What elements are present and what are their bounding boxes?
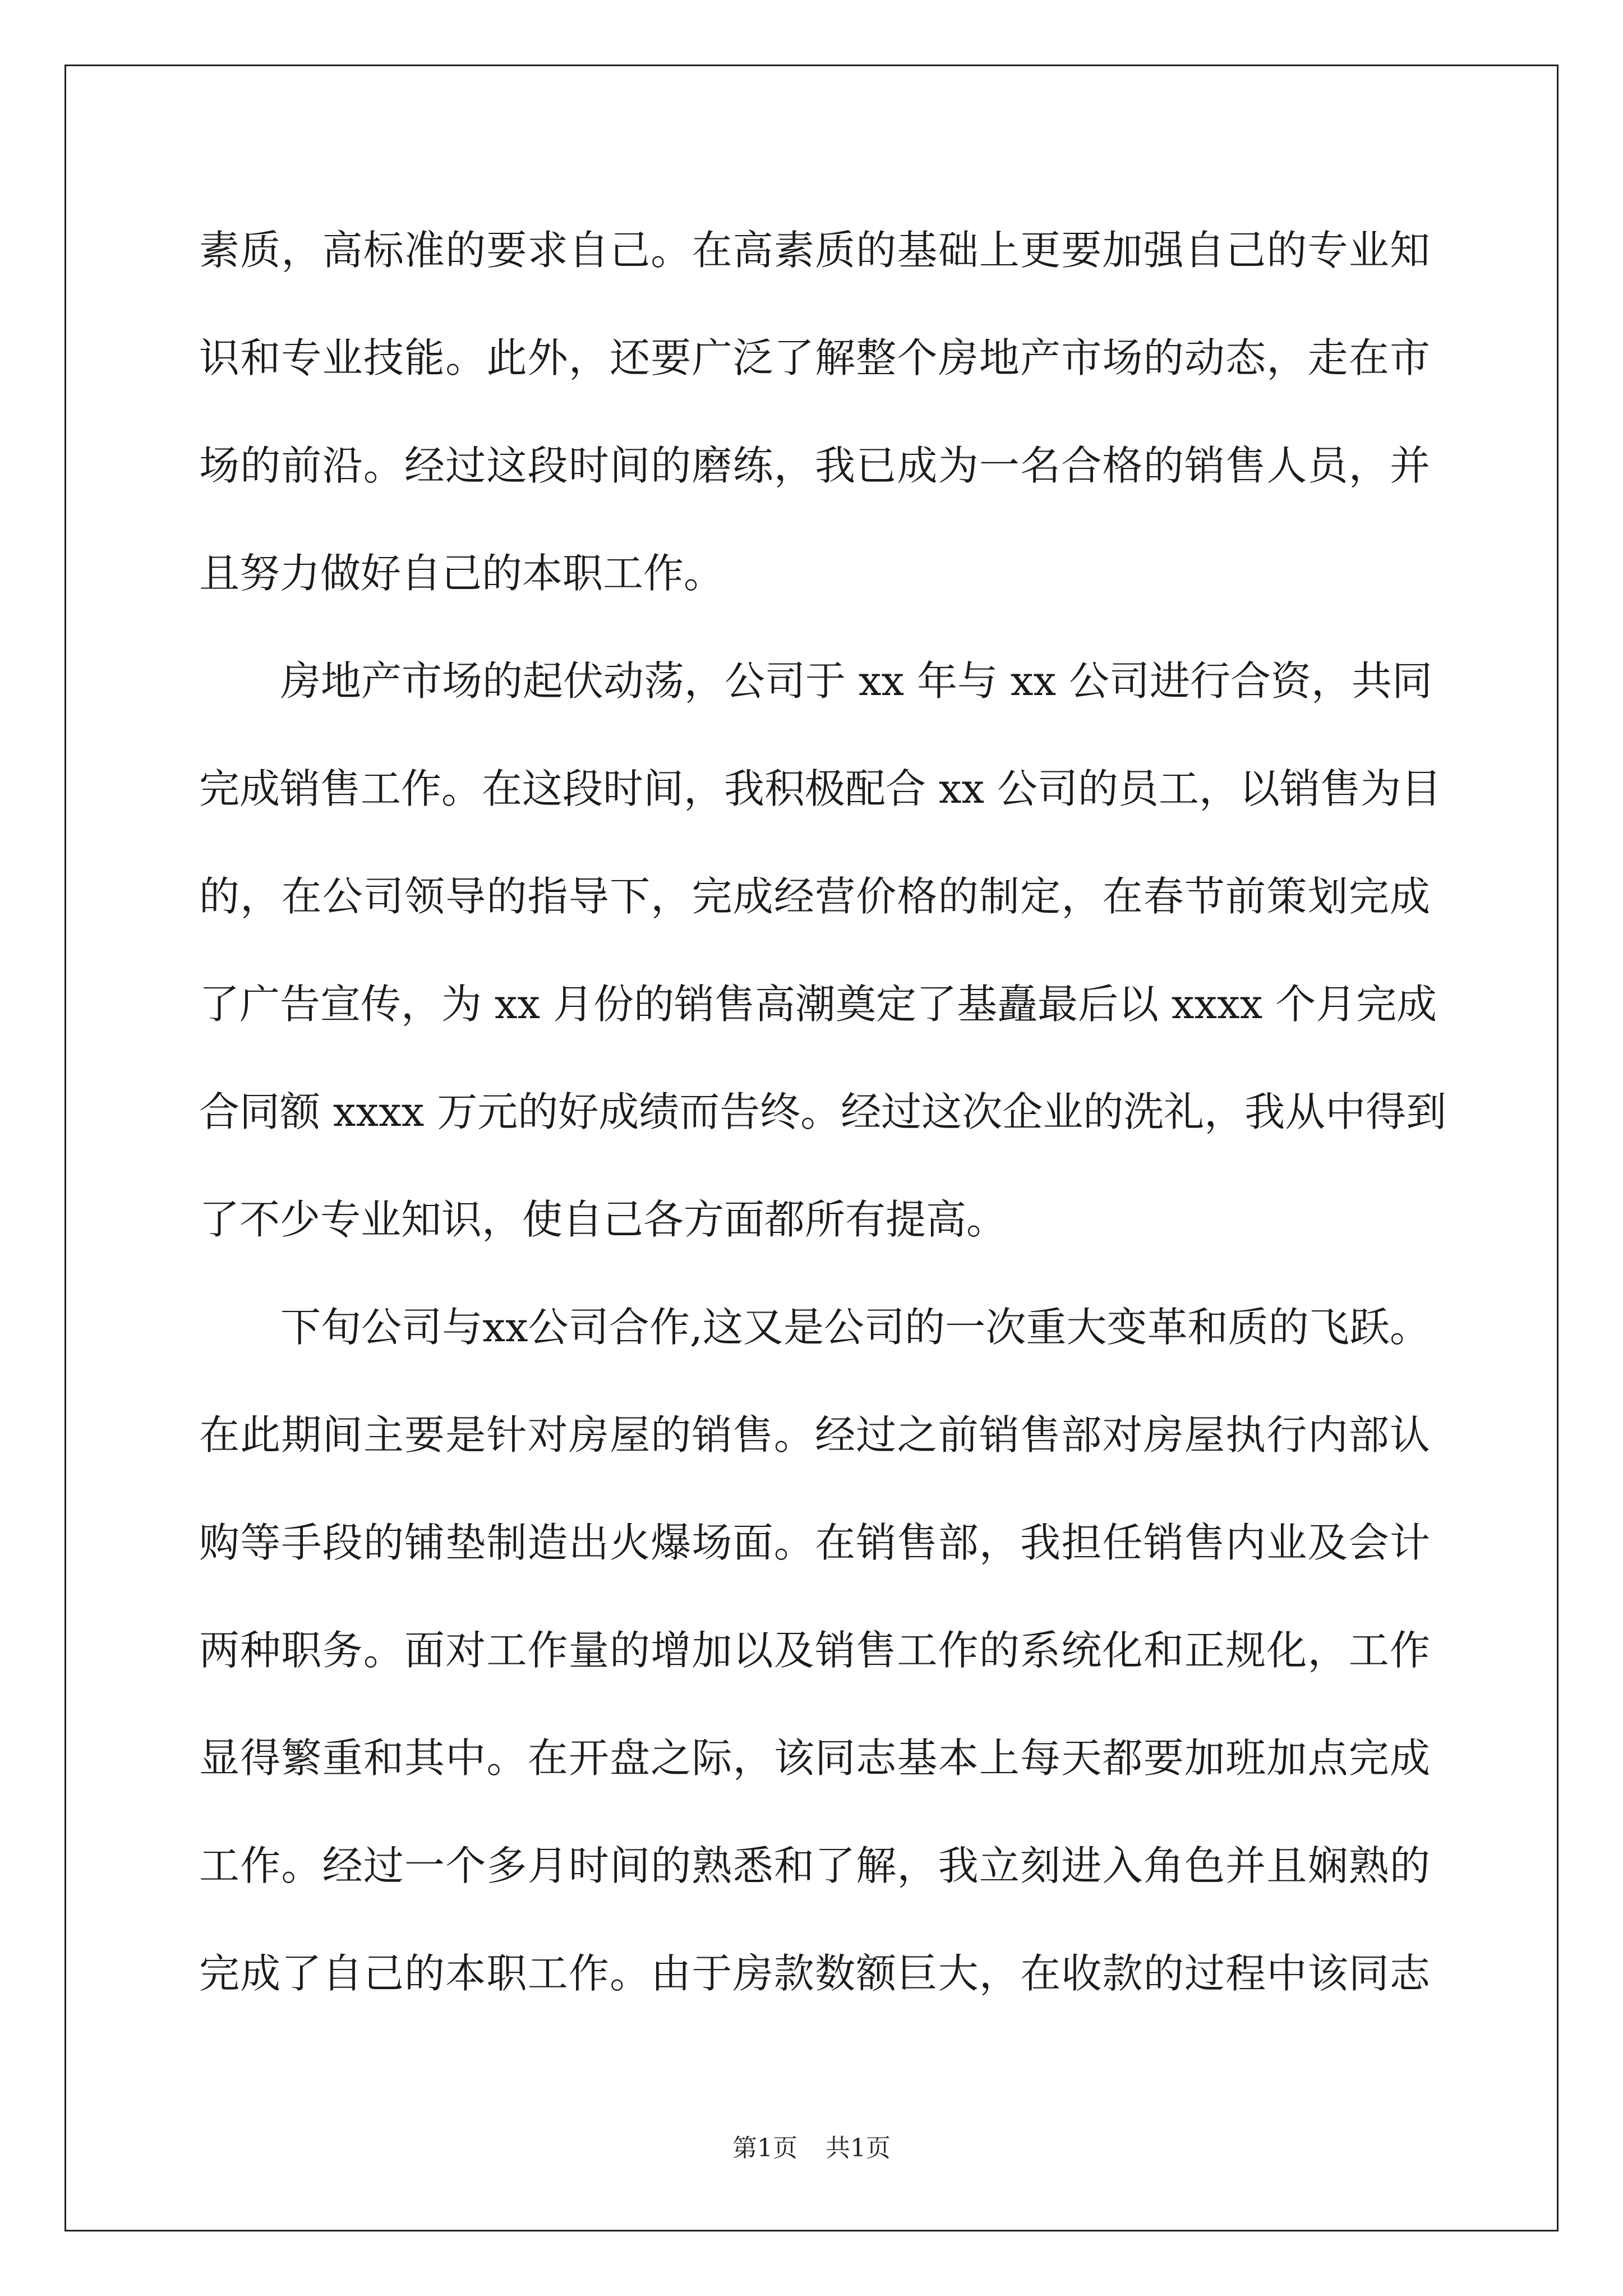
page-number-current: 第1页	[732, 2134, 797, 2162]
text-line: 在此期间主要是针对房屋的销售。经过之前销售部对房屋执行内部认	[199, 1411, 1430, 1458]
text-line: 素质，高标准的要求自己。在高素质的基础上更要加强自己的专业知	[199, 227, 1430, 274]
text-line: 下旬公司与xx公司合作,这又是公司的一次重大变革和质的飞跃。	[280, 1304, 1430, 1351]
paragraph-3	[199, 1273, 1430, 2027]
text-line: 了不少专业知识，使自己各方面都所有提高。	[199, 1196, 1007, 1243]
text-line: 工作。经过一个多月时间的熟悉和了解，我立刻进入角色并且娴熟的	[199, 1842, 1430, 1889]
text-line: 显得繁重和其中。在开盘之际，该同志基本上每天都要加班加点完成	[199, 1734, 1430, 1782]
page-footer	[0, 2132, 1623, 2165]
text-line: 且努力做好自己的本职工作。	[199, 550, 725, 597]
page-number-total: 共1页	[826, 2134, 891, 2162]
text-line: 合同额 xxxx 万元的好成绩而告终。经过这次企业的洗礼，我从中得到	[199, 1088, 1447, 1135]
text-line: 房地产市场的起伏动荡，公司于 xx 年与 xx 公司进行合资，共同	[280, 657, 1432, 705]
text-line: 了广告宣传，为 xx 月份的销售高潮奠定了基矗最后以 xxxx 个月完成	[199, 981, 1437, 1028]
text-line: 完成销售工作。在这段时间，我积极配合 xx 公司的员工，以销售为目	[199, 765, 1441, 812]
text-line: 的，在公司领导的指导下，完成经营价格的制定，在春节前策划完成	[199, 873, 1430, 920]
paragraph-1	[199, 196, 1430, 627]
text-line: 两种职务。面对工作量的增加以及销售工作的系统化和正规化，工作	[199, 1627, 1430, 1674]
paragraph-2	[199, 627, 1447, 1273]
document-body	[199, 196, 1447, 2027]
text-line: 购等手段的铺垫制造出火爆场面。在销售部，我担任销售内业及会计	[199, 1519, 1430, 1566]
text-line: 完成了自己的本职工作。由于房款数额巨大，在收款的过程中该同志	[199, 1950, 1430, 1997]
text-line: 识和专业技能。此外，还要广泛了解整个房地产市场的动态，走在市	[199, 334, 1430, 381]
text-line: 场的前沿。经过这段时间的磨练，我已成为一名合格的销售人员，并	[199, 442, 1430, 489]
